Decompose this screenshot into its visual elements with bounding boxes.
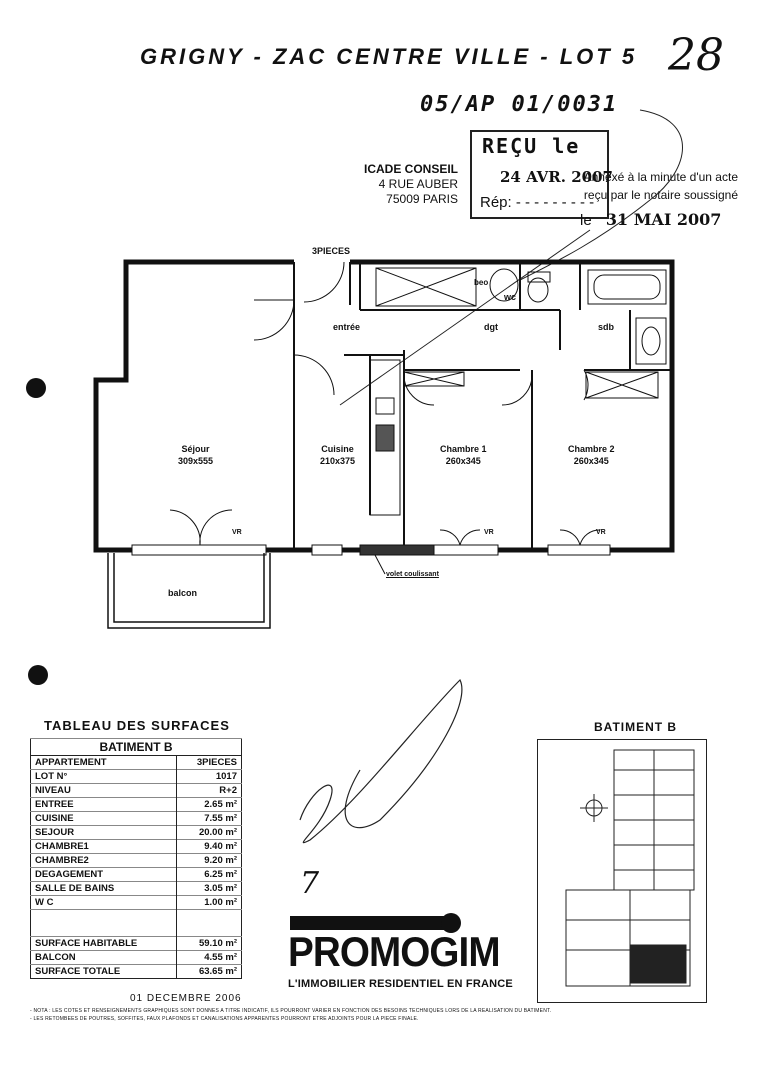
row-value: 9.20 m² <box>177 854 242 868</box>
row-value: R+2 <box>177 784 242 798</box>
kitchen-counter <box>370 360 400 515</box>
room-cuisine-name: Cuisine <box>321 444 354 454</box>
surfaces-table <box>30 738 242 979</box>
row-value: 4.55 m² <box>177 951 242 965</box>
plan-type-label: 3PIECES <box>312 246 351 256</box>
closets <box>376 268 658 398</box>
stamp-date: 24 AVR. 2007 <box>500 168 613 186</box>
row-value: 3PIECES <box>177 756 242 770</box>
room-chambre2-dims: 260x345 <box>573 456 609 466</box>
row-label: APPARTEMENT <box>31 756 177 770</box>
row-value: 6.25 m² <box>177 868 242 882</box>
room-beo: beo <box>474 278 489 287</box>
annexe-line-1: Annexé à la minute d'un acte <box>583 170 738 184</box>
row-label: LOT N° <box>31 770 177 784</box>
footnote-1: - NOTA : LES COTES ET RENSEIGNEMENTS GRAPHIQUES SONT DONNES A TITRE INDICATIF, ILS POURRONT VARIER EN FONCTION DES BESOINS TECHNIQUES LORS DE LA REALISATION DU BATIMENT. <box>30 1008 552 1014</box>
handwritten-page-number: 28 <box>668 30 724 81</box>
room-sejour-name: Séjour <box>181 444 210 454</box>
table-row <box>31 868 242 882</box>
table-row <box>31 784 242 798</box>
volet-leader <box>375 555 385 574</box>
row-value: 63.65 m² <box>177 965 242 979</box>
punch-hole <box>28 665 48 685</box>
stamp-rep: Rép: - - - - - - - - - <box>480 194 595 211</box>
table-spacer-row <box>31 910 242 937</box>
table-row <box>31 854 242 868</box>
row-label: SURFACE TOTALE <box>31 965 177 979</box>
surfaces-table-title: TABLEAU DES SURFACES <box>44 718 230 733</box>
bathroom-fixtures <box>490 269 666 364</box>
row-label: DEGAGEMENT <box>31 868 177 882</box>
room-chambre1-dims: 260x345 <box>445 456 481 466</box>
row-label: BALCON <box>31 951 177 965</box>
table-row <box>31 798 242 812</box>
row-label: SEJOUR <box>31 826 177 840</box>
row-label: ENTREE <box>31 798 177 812</box>
row-value: 3.05 m² <box>177 882 242 896</box>
door-swings <box>170 262 600 545</box>
document-title: GRIGNY - ZAC CENTRE VILLE - LOT 5 <box>140 44 638 69</box>
table-total-row <box>31 937 242 951</box>
row-value: 1.00 m² <box>177 896 242 910</box>
company-street: 4 RUE AUBER <box>378 177 458 191</box>
room-chambre2-name: Chambre 2 <box>568 444 615 454</box>
annexe-line-2: reçu par le notaire soussigné <box>583 188 738 202</box>
logo-name: PROMOGIM <box>288 928 500 975</box>
vr-label-sejour: VR <box>232 529 242 536</box>
table-row <box>31 896 242 910</box>
row-value: 59.10 m² <box>177 937 242 951</box>
table-total-row <box>31 951 242 965</box>
room-sejour-dims: 309x555 <box>178 456 214 466</box>
volet-label: volet coulissant <box>386 571 439 578</box>
row-label: SURFACE HABITABLE <box>31 937 177 951</box>
reference-number: 05/AP 01/0031 <box>420 92 619 117</box>
row-value: 1017 <box>177 770 242 784</box>
row-value: 7.55 m² <box>177 812 242 826</box>
row-label: SALLE DE BAINS <box>31 882 177 896</box>
room-balcon: balcon <box>168 588 198 598</box>
signature <box>300 680 462 843</box>
room-cuisine <box>320 443 355 467</box>
vr-label-chambre2: VR <box>596 529 606 536</box>
row-value: 20.00 m² <box>177 826 242 840</box>
row-label: CHAMBRE2 <box>31 854 177 868</box>
table-row <box>31 826 242 840</box>
table-row <box>31 770 242 784</box>
batiment-title: BATIMENT B <box>594 720 678 734</box>
row-value: 9.40 m² <box>177 840 242 854</box>
room-chambre1-name: Chambre 1 <box>440 444 487 454</box>
row-label: W C <box>31 896 177 910</box>
room-cuisine-dims: 210x375 <box>320 456 356 466</box>
annotation-line <box>340 230 590 405</box>
room-dgt: dgt <box>484 322 498 332</box>
company-name: ICADE CONSEIL <box>363 162 458 176</box>
table-building: BATIMENT B <box>31 739 242 756</box>
table-row <box>31 882 242 896</box>
annexe-date: 31 MAI 2007 <box>605 210 722 229</box>
batiment-site-plan <box>537 739 707 1003</box>
table-total-row <box>31 965 242 979</box>
room-chambre2 <box>568 443 615 467</box>
room-entree: entrée <box>333 322 361 332</box>
table-row <box>31 812 242 826</box>
table-row <box>31 840 242 854</box>
room-sdb: sdb <box>598 322 615 332</box>
row-label: NIVEAU <box>31 784 177 798</box>
room-chambre1 <box>440 443 487 467</box>
room-sejour <box>178 443 213 467</box>
annexe-le: le <box>580 212 592 229</box>
annotation-curve <box>520 110 683 280</box>
table-row <box>31 756 242 770</box>
company-city: 75009 PARIS <box>386 192 458 206</box>
logo-tagline: L'IMMOBILIER RESIDENTIEL EN FRANCE <box>288 978 513 990</box>
row-value: 2.65 m² <box>177 798 242 812</box>
vr-label-chambre1: VR <box>484 529 494 536</box>
handwritten-initial: 7 <box>300 866 320 901</box>
exterior-walls <box>96 262 672 550</box>
document-date: 01 DECEMBRE 2006 <box>130 993 242 1004</box>
footnote-2: - LES RETOMBEES DE POUTRES, SOFFITES, FAUX PLAFONDS ET CANALISATIONS APPARENTES POURRONT ETRE ADJOINTS POUR LA PIECE FINALE. <box>30 1016 419 1022</box>
punch-hole <box>26 378 46 398</box>
row-label: CUISINE <box>31 812 177 826</box>
row-label: CHAMBRE1 <box>31 840 177 854</box>
room-wc: wc <box>504 292 517 302</box>
stamp-recu: REÇU le <box>482 134 581 158</box>
